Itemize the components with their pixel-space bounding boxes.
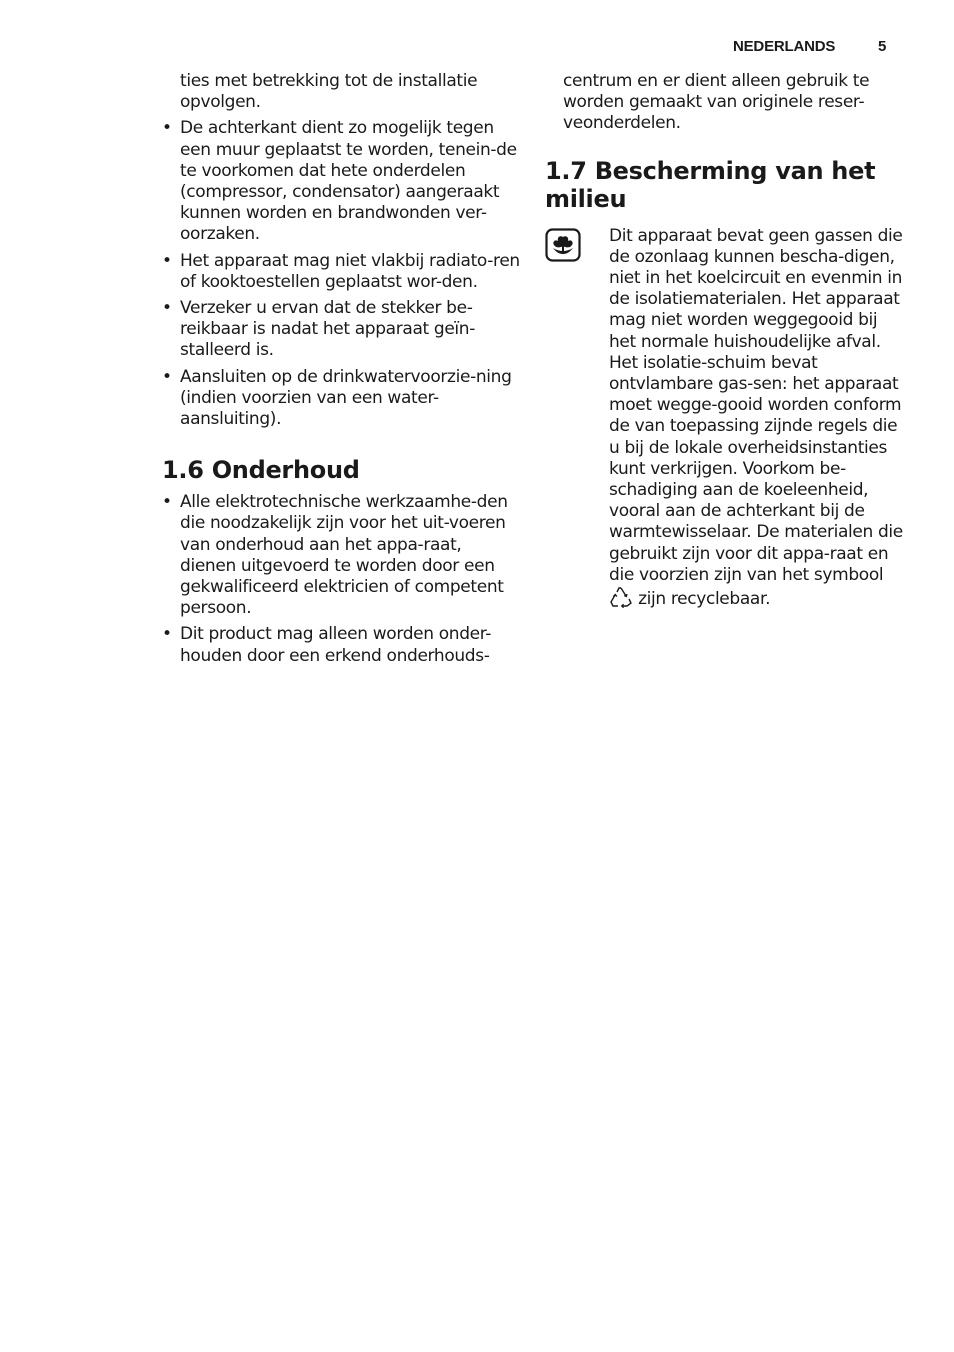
list-item (162, 251, 522, 293)
list-item-text: De achterkant dient zo mogelijk tegen een muur geplaatst te worden, tenein-de te voorkomen dat hete onderdelen (compressor, condensator) aangeraakt kunnen worden en brandwonden ver-oorzaken. (180, 118, 517, 245)
list-item (162, 118, 522, 245)
section-heading-milieu (545, 157, 905, 213)
right-column (545, 71, 905, 610)
environment-paragraph-end: zijn recyclebaar. (638, 589, 771, 610)
installation-bullet-list (162, 118, 522, 430)
list-item-text: Dit product mag alleen worden onder-houden door een erkend onderhouds- (180, 624, 492, 666)
bullet-icon: • (162, 118, 172, 139)
bullet-icon: • (162, 492, 172, 513)
list-item (162, 367, 522, 431)
environment-text (609, 226, 905, 611)
list-item-text: Verzeker u ervan dat de stekker be-reikbaar is nadat het apparaat geïn-stalleerd is. (180, 298, 476, 361)
continuation-text: centrum en er dient alleen gebruik te worden gemaakt van originele reser-veonderdelen. (563, 71, 870, 134)
bullet-icon: • (162, 624, 172, 645)
environment-flower-icon (545, 228, 581, 262)
list-item (162, 492, 522, 619)
recycle-icon (609, 586, 633, 608)
header-language: NEDERLANDS (733, 38, 836, 55)
bullet-icon: • (162, 298, 172, 319)
list-item-text: Aansluiten op de drinkwatervoorzie-ning (indien voorzien van een water-aansluiting). (180, 366, 512, 430)
section-title: Onderhoud (211, 456, 360, 485)
bullet-icon: • (162, 366, 172, 387)
section-heading-onderhoud (162, 456, 522, 484)
continuation-text: ties met betrekking tot de installatie opvolgen. (180, 71, 478, 113)
list-item-text: Alle elektrotechnische werkzaamhe-den die noodzakelijk zijn voor het uit-voeren van onderhoud aan het appa-raat, dienen uitgevoerd te worden door een gekwalificeerd elektricien of competent persoon. (180, 492, 508, 619)
page-number: 5 (878, 38, 887, 55)
section-number: 1.6 (162, 456, 204, 485)
list-item (162, 624, 522, 666)
section-title: Bescherming van het milieu (545, 156, 876, 213)
bullet-icon: • (162, 250, 172, 271)
section-number: 1.7 (545, 156, 587, 185)
list-item (162, 298, 522, 362)
left-column (162, 71, 522, 667)
list-item-text: Het apparaat mag niet vlakbij radiato-ren of kooktoestellen geplaatst wor-den. (180, 250, 520, 292)
environment-note (545, 226, 905, 611)
maintenance-bullet-list (162, 492, 522, 667)
environment-paragraph: Dit apparaat bevat geen gassen die de ozonlaag kunnen bescha-digen, niet in het koelcircuit en evenmin in de isolatiematerialen. Het apparaat mag niet worden weggegooid bij het normale huishoudelijke afval. Het isolatie-schuim bevat ontvlambare gas-sen: het apparaat moet wegge-gooid worden conform de van toepassing zijnde regels die u bij de lokale overheidsinstanties kunt verkrijgen. Voorkom be-schadiging aan de koeleenheid, vooral aan de achterkant bij de warmtewisselaar. De materialen die gebruikt zijn voor dit appa-raat en die voorzien zijn van het symbool (609, 225, 903, 585)
